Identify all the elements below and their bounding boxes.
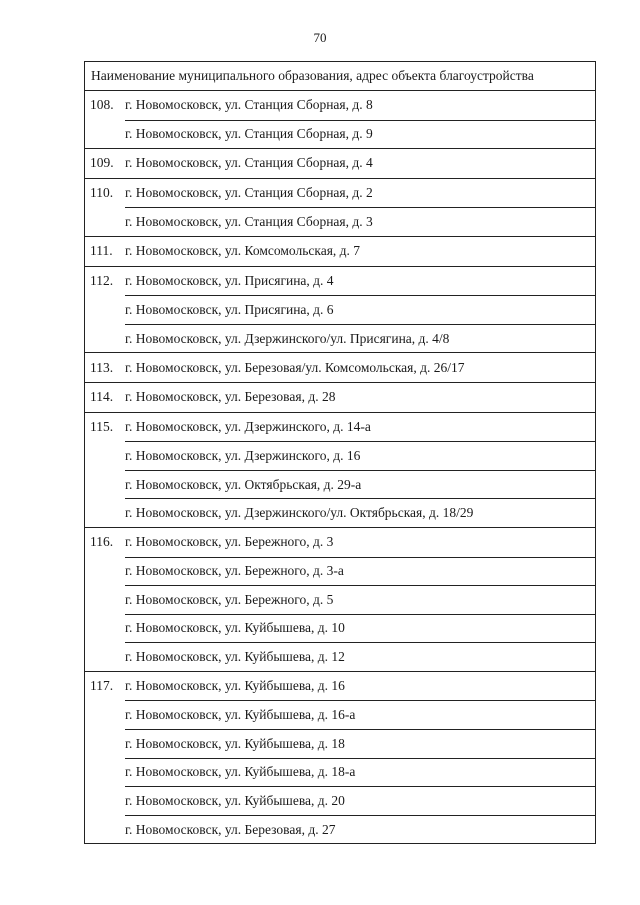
- table-row: [85, 700, 595, 729]
- address-cell: г. Новомосковск, ул. Дзержинского, д. 14-а: [125, 418, 371, 434]
- row-number: 115.: [90, 418, 114, 434]
- table-row: [85, 120, 595, 149]
- table-header: Наименование муниципального образования, адрес объекта благоустройства: [85, 62, 595, 91]
- address-cell: г. Новомосковск, ул. Куйбышева, д. 18: [125, 729, 595, 758]
- table-row: [85, 207, 595, 236]
- row-number: 109.: [90, 155, 114, 171]
- table-row: [85, 498, 595, 527]
- table-group: [85, 353, 595, 383]
- address-cell: г. Новомосковск, ул. Станция Сборная, д. 8: [125, 97, 373, 113]
- table-group: [85, 179, 595, 237]
- address-cell: г. Новомосковск, ул. Бережного, д. 3-а: [125, 557, 595, 586]
- address-table: [84, 61, 596, 844]
- table-group: [85, 413, 595, 528]
- table-row: [85, 614, 595, 643]
- address-cell: г. Новомосковск, ул. Куйбышева, д. 18-а: [125, 758, 595, 787]
- address-cell: г. Новомосковск, ул. Бережного, д. 5: [125, 585, 595, 614]
- table-group: [85, 383, 595, 413]
- table-group: [85, 672, 595, 844]
- address-cell: г. Новомосковск, ул. Комсомольская, д. 7: [125, 243, 361, 259]
- table-row: [85, 441, 595, 470]
- table-group: [85, 267, 595, 354]
- address-cell: г. Новомосковск, ул. Станция Сборная, д. 9: [125, 120, 595, 149]
- row-number: 116.: [90, 534, 114, 550]
- table-row: [85, 585, 595, 614]
- address-cell: г. Новомосковск, ул. Березовая, д. 27: [125, 815, 595, 844]
- table-group: [85, 237, 595, 267]
- address-cell: г. Новомосковск, ул. Станция Сборная, д. 4: [125, 155, 373, 171]
- address-cell: г. Новомосковск, ул. Дзержинского/ул. Присягина, д. 4/8: [125, 324, 595, 353]
- address-cell: г. Новомосковск, ул. Октябрьская, д. 29-а: [125, 470, 595, 499]
- address-cell: г. Новомосковск, ул. Станция Сборная, д. 2: [125, 185, 373, 201]
- page-number: 70: [313, 30, 327, 45]
- table-row: [85, 295, 595, 324]
- row-number: 117.: [90, 678, 114, 694]
- table-row: [85, 786, 595, 815]
- address-cell: г. Новомосковск, ул. Присягина, д. 4: [125, 272, 334, 288]
- table-row: [85, 267, 595, 296]
- table-group: [85, 91, 595, 149]
- row-number: 112.: [90, 272, 114, 288]
- table-row: [85, 758, 595, 787]
- table-row: [85, 237, 595, 266]
- address-cell: г. Новомосковск, ул. Куйбышева, д. 16-а: [125, 700, 595, 729]
- table-row: [85, 672, 595, 701]
- table-row: [85, 815, 595, 844]
- row-number: 108.: [90, 97, 114, 113]
- address-cell: г. Новомосковск, ул. Бережного, д. 3: [125, 534, 334, 550]
- address-cell: г. Новомосковск, ул. Дзержинского/ул. Октябрьская, д. 18/29: [125, 498, 595, 527]
- address-cell: г. Новомосковск, ул. Куйбышева, д. 10: [125, 614, 595, 643]
- table-row: [85, 91, 595, 120]
- table-row: [85, 642, 595, 671]
- table-row: [85, 470, 595, 499]
- address-cell: г. Новомосковск, ул. Куйбышева, д. 16: [125, 678, 345, 694]
- address-cell: г. Новомосковск, ул. Березовая, д. 28: [125, 389, 336, 405]
- table-row: [85, 324, 595, 353]
- table-row: [85, 383, 595, 412]
- table-group: [85, 149, 595, 179]
- row-number: 110.: [90, 185, 114, 201]
- address-cell: г. Новомосковск, ул. Куйбышева, д. 20: [125, 786, 595, 815]
- address-cell: г. Новомосковск, ул. Березовая/ул. Комсомольская, д. 26/17: [125, 359, 465, 375]
- address-cell: г. Новомосковск, ул. Присягина, д. 6: [125, 295, 595, 324]
- table-row: [85, 557, 595, 586]
- table-row: [85, 413, 595, 442]
- table-row: [85, 528, 595, 557]
- address-cell: г. Новомосковск, ул. Куйбышева, д. 12: [125, 642, 595, 671]
- address-cell: г. Новомосковск, ул. Станция Сборная, д. 3: [125, 207, 595, 236]
- table-row: [85, 353, 595, 382]
- table-row: [85, 179, 595, 208]
- table-group: [85, 528, 595, 672]
- table-body: [85, 91, 595, 843]
- address-cell: г. Новомосковск, ул. Дзержинского, д. 16: [125, 441, 595, 470]
- row-number: 113.: [90, 359, 114, 375]
- row-number: 111.: [90, 243, 113, 259]
- row-number: 114.: [90, 389, 114, 405]
- table-row: [85, 729, 595, 758]
- table-row: [85, 149, 595, 178]
